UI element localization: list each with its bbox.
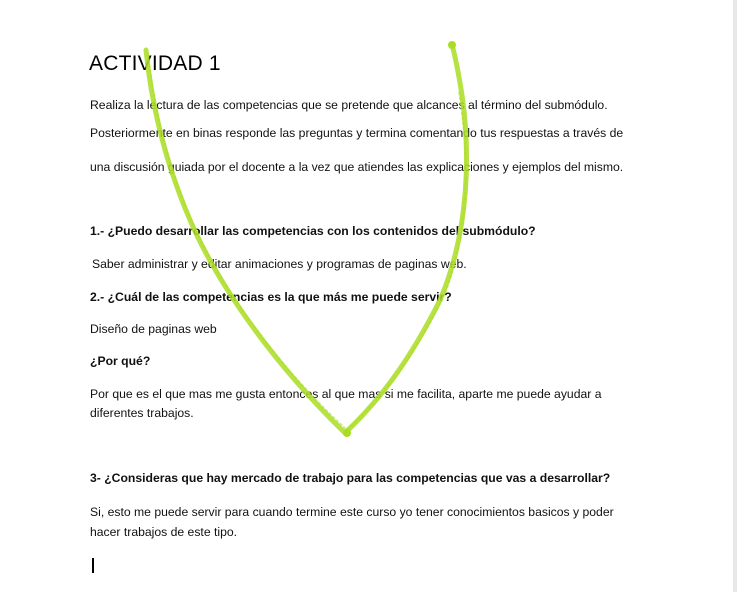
checkmark-tip-dot (343, 429, 351, 437)
question-3: 3- ¿Consideras que hay mercado de trabajo para las competencias que vas a desarrollar? (90, 471, 611, 485)
answer-2-why-line-2: diferentes trabajos. (90, 406, 194, 420)
answer-3-line-2: hacer trabajos de este tipo. (90, 525, 238, 539)
answer-2-why-line-1: Por que es el que mas me gusta entonces al que mas si me facilita, aparte me puede ayudar a (90, 387, 602, 401)
page-edge (733, 0, 737, 592)
question-2: 2.- ¿Cuál de las competencias es la que más me puede servir? (90, 290, 452, 304)
answer-2: Diseño de paginas web (90, 322, 217, 336)
document-title: ACTIVIDAD 1 (89, 52, 221, 75)
intro-line-2: Posteriormente en binas responde las preguntas y termina comentando tus respuestas a través de (90, 126, 624, 140)
text-cursor (92, 558, 94, 573)
question-1: 1.- ¿Puedo desarrollar las competencias con los contenidos del submódulo? (90, 224, 536, 238)
intro-line-3: una discusión guiada por el docente a la vez que atiendes las explicaciones y ejemplos del mismo. (90, 160, 624, 174)
intro-line-1: Realiza la lectura de las competencias que se pretende que alcances al término del submódulo. (90, 98, 608, 112)
answer-3-line-1: Si, esto me puede servir para cuando termine este curso yo tener conocimientos basicos y poder (90, 505, 614, 519)
answer-1: Saber administrar y editar animaciones y programas de paginas web. (92, 257, 467, 271)
checkmark-end-dot (448, 41, 456, 49)
question-2-why: ¿Por qué? (90, 354, 151, 368)
